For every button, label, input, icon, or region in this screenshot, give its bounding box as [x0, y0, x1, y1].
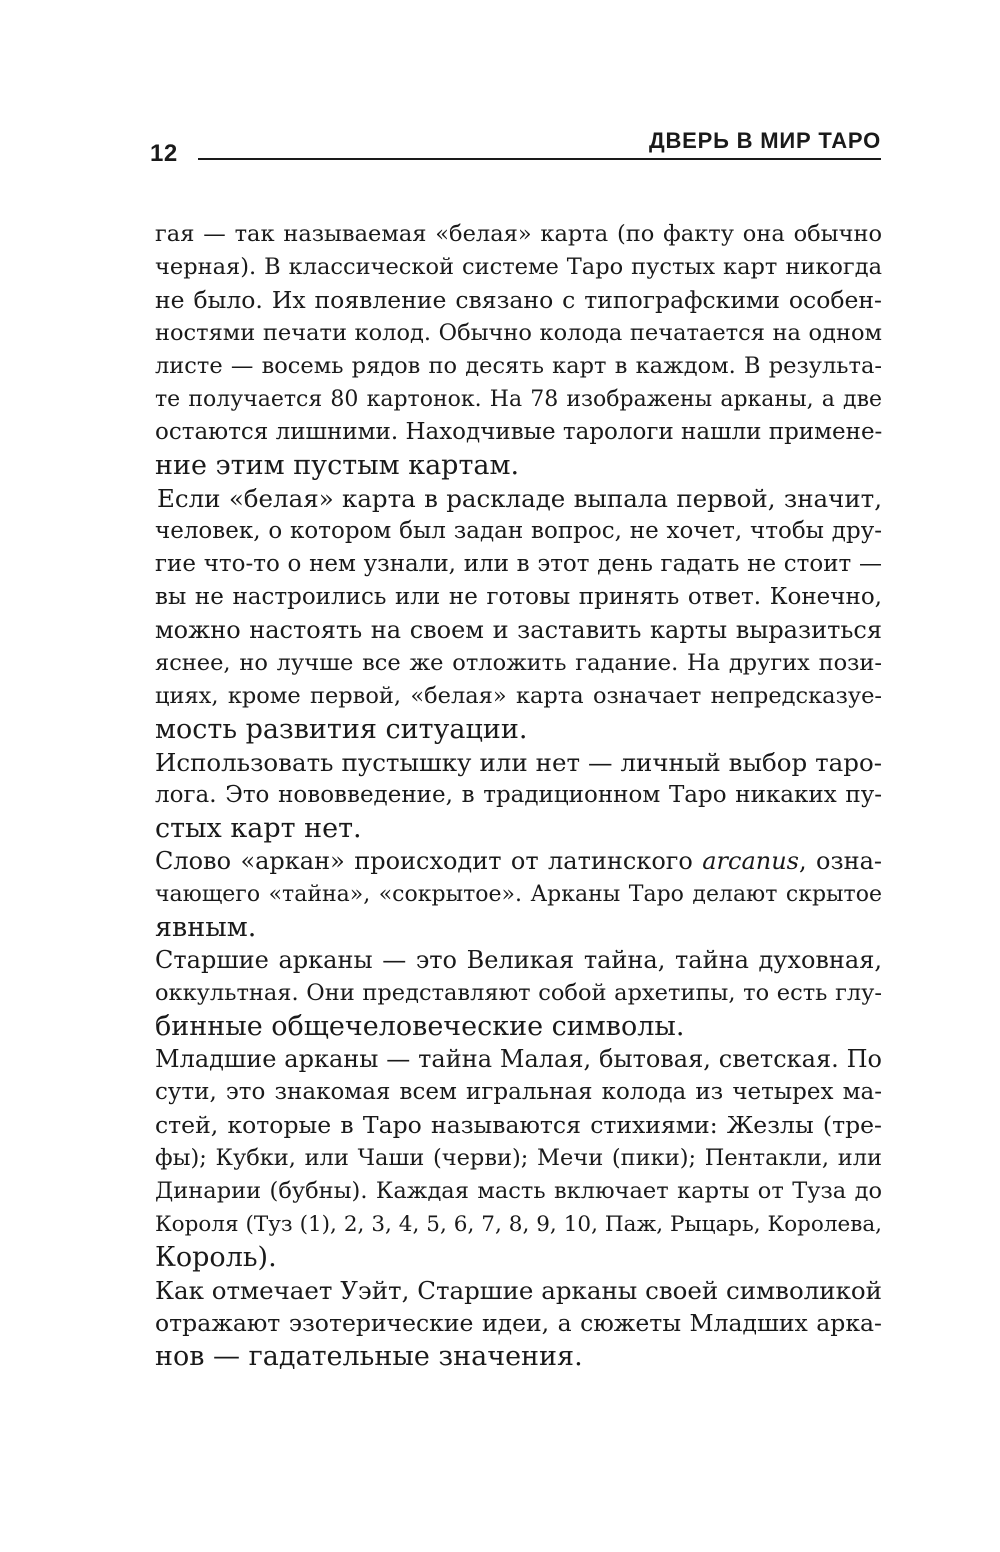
text-line: отражают эзотерические идеи, а сюжеты Младших арка-: [155, 1309, 882, 1337]
text-line: стых карт нет.: [155, 813, 362, 844]
text-line: яснее, но лучше все же отложить гадание. На других пози-: [155, 650, 882, 676]
text-line: не было. Их появление связано с типографскими особен-: [155, 286, 882, 314]
text-line: ние этим пустым картам.: [155, 450, 520, 481]
text-line: Старшие арканы — это Великая тайна, тайна духовная,: [155, 946, 882, 974]
latin-term: arcanus: [702, 847, 799, 875]
text-line: Динарии (бубны). Каждая масть включает карты от Туза до: [155, 1178, 882, 1204]
text-line: стей, которые в Таро называются стихиями: Жезлы (тре-: [155, 1111, 882, 1139]
text-line: гая — так называемая «белая» карта (по факту она обычно: [155, 221, 882, 247]
text-line: Король).: [155, 1242, 277, 1273]
text-line: Младшие арканы — тайна Малая, бытовая, светская. По: [155, 1045, 882, 1073]
text-line: чающего «тайна», «сокрытое». Арканы Таро делают скрытое: [155, 882, 882, 907]
text-line: черная). В классической системе Таро пустых карт никогда: [155, 254, 882, 280]
text-line: лога. Это нововведение, в традиционном Таро никаких пу-: [155, 782, 882, 808]
text-line: можно настоять на своем и заставить карты выразиться: [155, 616, 882, 644]
text-run: Слово «аркан» происходит от латинского: [155, 847, 703, 875]
running-title: ДВЕРЬ В МИР ТАРО: [649, 128, 881, 153]
text-line: Как отмечает Уэйт, Старшие арканы своей символикой: [155, 1276, 882, 1305]
text-run: , озна-: [798, 847, 882, 875]
text-line: мость развития ситуации.: [155, 714, 528, 745]
text-line: фы); Кубки, или Чаши (черви); Мечи (пики); Пентакли, или: [155, 1145, 882, 1171]
text-line: Если «белая» карта в раскладе выпала первой, значит,: [157, 484, 882, 513]
text-line: [155, 845, 882, 878]
header-rule: [198, 158, 881, 160]
text-line: человек, о котором был задан вопрос, не хочет, чтобы дру-: [155, 518, 882, 544]
text-line: вы не настроились или не готовы принять ответ. Конечно,: [155, 584, 882, 610]
page-number: 12: [150, 140, 178, 167]
text-line: бинные общечеловеческие символы.: [155, 1011, 685, 1042]
text-line: остаются лишними. Находчивые тарологи нашли применe-: [155, 419, 883, 445]
text-line: Короля (Туз (1), 2, 3, 4, 5, 6, 7, 8, 9, 10, Паж, Рыцарь, Королева,: [155, 1212, 882, 1237]
text-line: листе — восемь рядов по десять карт в каждом. В результа-: [155, 353, 882, 379]
body-text: [155, 218, 882, 1373]
text-line: те получается 80 картонок. На 78 изображены арканы, а две: [155, 387, 882, 412]
text-line: сути, это знакомая всем игральная колода из четырех ма-: [155, 1079, 882, 1105]
text-line: явным.: [155, 912, 257, 943]
text-line: гие что-то о нем узнали, или в этот день гадать не стоит —: [155, 551, 882, 577]
text-line: оккультная. Они представляют собой архетипы, то есть глу-: [155, 980, 882, 1006]
text-line: ностями печати колод. Обычно колода печатается на одном: [155, 320, 882, 346]
text-line: циях, кроме первой, «белая» карта означает непредсказуе-: [155, 683, 882, 709]
text-line: нов — гадательные значения.: [155, 1341, 583, 1372]
text-line: Использовать пустышку или нет — личный выбор таро-: [155, 748, 882, 777]
